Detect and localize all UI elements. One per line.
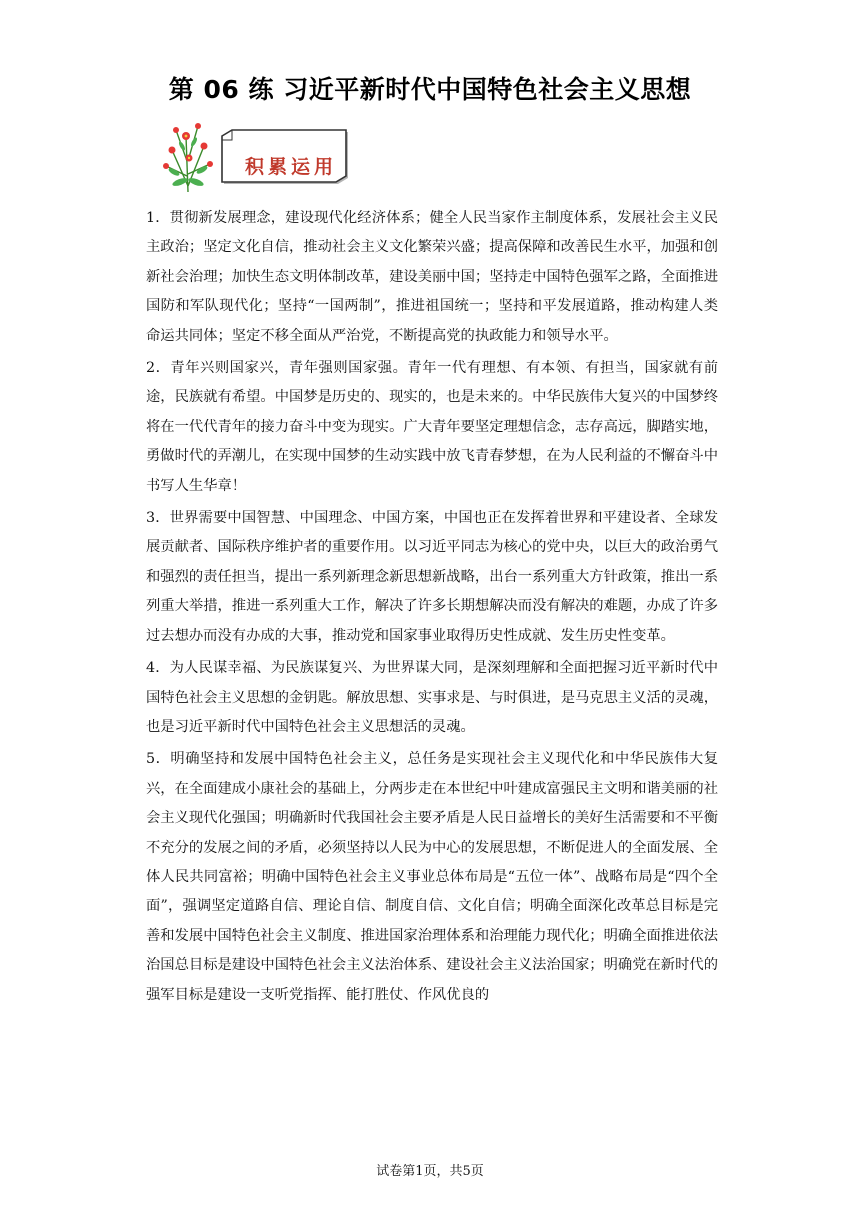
content	[146, 204, 718, 1013]
page-footer: 试卷第1页，共5页	[376, 1164, 484, 1179]
section-badge-label: 积累运用	[244, 156, 337, 178]
paragraph-5: 5．明确坚持和发展中国特色社会主义，总任务是实现社会主义现代化和中华民族伟大复兴，在全面建成小康社会的基础上，分两步走在本世纪中叶建成富强民主文明和谐美丽的社会主义现代化强国；明确新时代我国社会主要矛盾是人民日益增长的美好生活需要和不平衡不充分的发展之间的矛盾，必须坚持以人民为中心的发展思想，不断促进人的全面发展、全体人民共同富裕；明确中国特色社会主义事业总体布局是“五位一体”、战略布局是“四个全面”，强调坚定道路自信、理论自信、制度自信、文化自信；明确全面深化改革总目标是完善和发展中国特色社会主义制度、推进国家治理体系和治理能力现代化；明确全面推进依法治国总目标是建设中国特色社会主义法治体系、建设社会主义法治国家；明确党在新时代的强军目标是建设一支听党指挥、能打胜仗、作风优良的	[146, 751, 718, 1003]
paragraph-3: 3．世界需要中国智慧、中国理念、中国方案，中国也正在发挥着世界和平建设者、全球发展贡献者、国际秩序维护者的重要作用。以习近平同志为核心的党中央，以巨大的政治勇气和强烈的责任担当，提出一系列新理念新思想新战略，出台一系列重大方针政策，推出一系列重大举措，推进一系列重大工作，解决了许多长期想解决而没有解决的难题，办成了许多过去想办而没有办成的大事，推动党和国家事业取得历史性成就、发生历史性变革。	[146, 510, 718, 644]
page-title: 第 06 练 习近平新时代中国特色社会主义思想	[168, 75, 692, 104]
paragraph-4: 4．为人民谋幸福、为民族谋复兴、为世界谋大同，是深刻理解和全面把握习近平新时代中国特色社会主义思想的金钥匙。解放思想、实事求是、与时俱进，是马克思主义活的灵魂，也是习近平新时代中国特色社会主义思想活的灵魂。	[146, 660, 718, 735]
section-badge	[158, 116, 368, 194]
paragraph-1: 1．贯彻新发展理念，建设现代化经济体系；健全人民当家作主制度体系，发展社会主义民主政治；坚定文化自信，推动社会主义文化繁荣兴盛；提高保障和改善民生水平，加强和创新社会治理；加快生态文明体制改革，建设美丽中国；坚持走中国特色强军之路，全面推进国防和军队现代化；坚持“一国两制”，推进祖国统一；坚持和平发展道路，推动构建人类命运共同体；坚定不移全面从严治党，不断提高党的执政能力和领导水平。	[146, 210, 718, 344]
flower-plant-icon	[158, 116, 220, 194]
paragraph-2: 2．青年兴则国家兴，青年强则国家强。青年一代有理想、有本领、有担当，国家就有前途，民族就有希望。中国梦是历史的、现实的，也是未来的。中华民族伟大复兴的中国梦终将在一代代青年的接力奋斗中变为现实。广大青年要坚定理想信念，志存高远，脚踏实地，勇做时代的弄潮儿，在实现中国梦的生动实践中放飞青春梦想，在为人民利益的不懈奋斗中书写人生华章！	[146, 360, 718, 494]
